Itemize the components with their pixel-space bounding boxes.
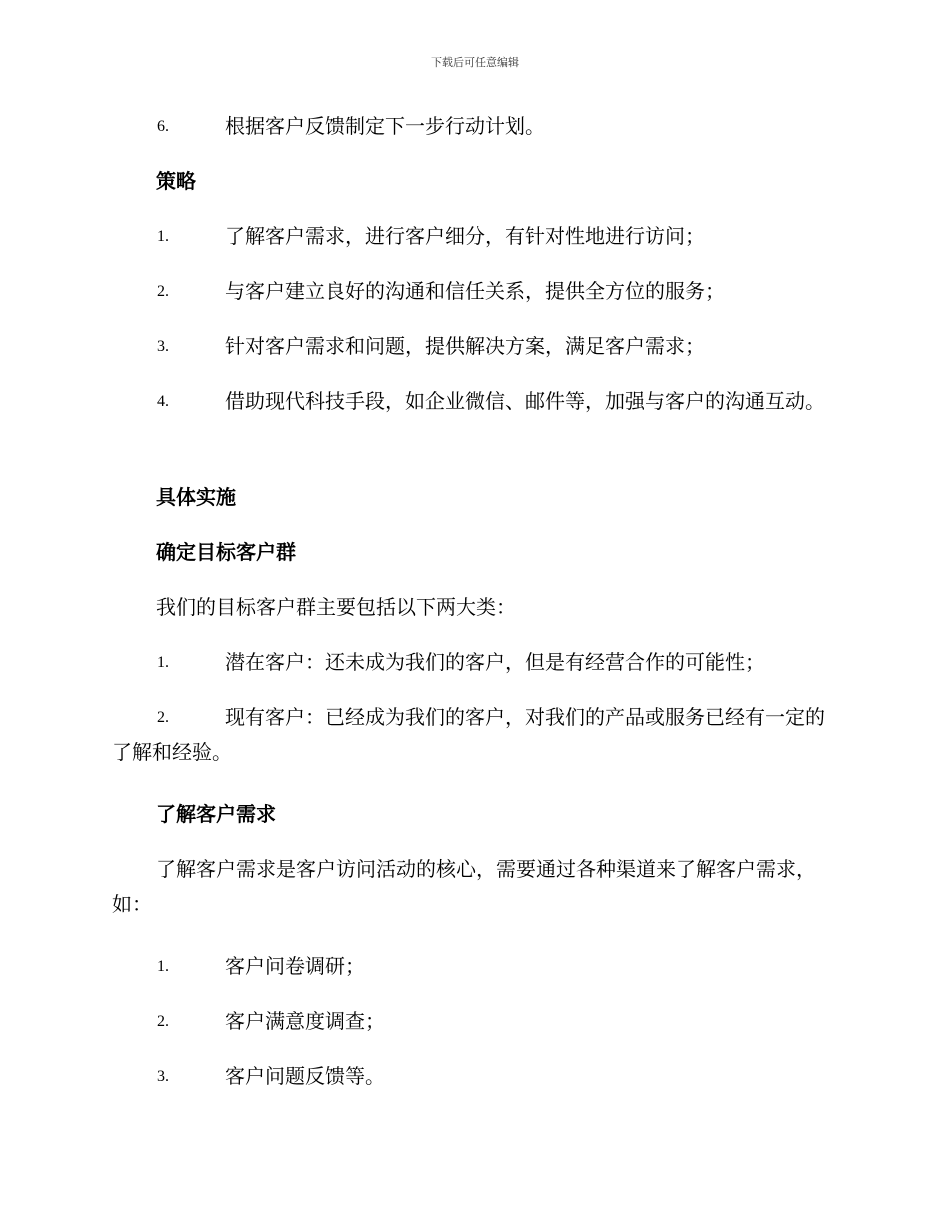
list-item bbox=[112, 329, 834, 364]
list-number: 1. bbox=[157, 958, 169, 975]
section-heading: 确定目标客户群 bbox=[156, 540, 296, 564]
list-text: 根据客户反馈制定下一步行动计划。 bbox=[225, 114, 545, 138]
list-item bbox=[112, 949, 834, 984]
list-item bbox=[112, 645, 834, 680]
list-text: 客户问题反馈等。 bbox=[225, 1064, 385, 1088]
list-item bbox=[112, 219, 834, 254]
list-text: 潜在客户：还未成为我们的客户，但是有经营合作的可能性； bbox=[225, 650, 765, 674]
list-item bbox=[112, 1004, 834, 1039]
list-item bbox=[112, 274, 834, 309]
list-text: 客户问卷调研； bbox=[225, 954, 365, 978]
list-number: 4. bbox=[157, 393, 169, 410]
list-number: 3. bbox=[157, 338, 169, 355]
list-number: 2. bbox=[157, 1013, 169, 1030]
list-item bbox=[112, 384, 834, 419]
list-number: 2. bbox=[157, 283, 169, 300]
list-number: 1. bbox=[157, 654, 169, 671]
list-text: 现有客户：已经成为我们的客户，对我们的产品或服务已经有一定的了解和经验。 bbox=[112, 705, 825, 764]
section-heading: 具体实施 bbox=[156, 485, 236, 509]
list-item bbox=[112, 1059, 834, 1094]
list-number: 1. bbox=[157, 228, 169, 245]
section-heading: 策略 bbox=[156, 169, 196, 193]
list-number: 2. bbox=[157, 709, 169, 726]
list-item bbox=[112, 109, 834, 144]
list-text: 了解客户需求，进行客户细分，有针对性地进行访问； bbox=[225, 224, 705, 248]
section-heading: 了解客户需求 bbox=[156, 802, 276, 826]
list-text: 借助现代科技手段，如企业微信、邮件等，加强与客户的沟通互动。 bbox=[225, 389, 825, 413]
paragraph: 了解客户需求是客户访问活动的核心，需要通过各种渠道来了解客户需求，如： bbox=[112, 857, 816, 916]
list-text: 针对客户需求和问题，提供解决方案，满足客户需求； bbox=[225, 334, 705, 358]
page-header: 下载后可任意编辑 bbox=[431, 56, 519, 69]
list-number: 6. bbox=[157, 118, 169, 135]
list-text: 与客户建立良好的沟通和信任关系，提供全方位的服务； bbox=[225, 279, 725, 303]
list-item bbox=[112, 700, 834, 770]
list-number: 3. bbox=[157, 1068, 169, 1085]
list-text: 客户满意度调查； bbox=[225, 1009, 385, 1033]
paragraph: 我们的目标客户群主要包括以下两大类： bbox=[156, 595, 516, 619]
